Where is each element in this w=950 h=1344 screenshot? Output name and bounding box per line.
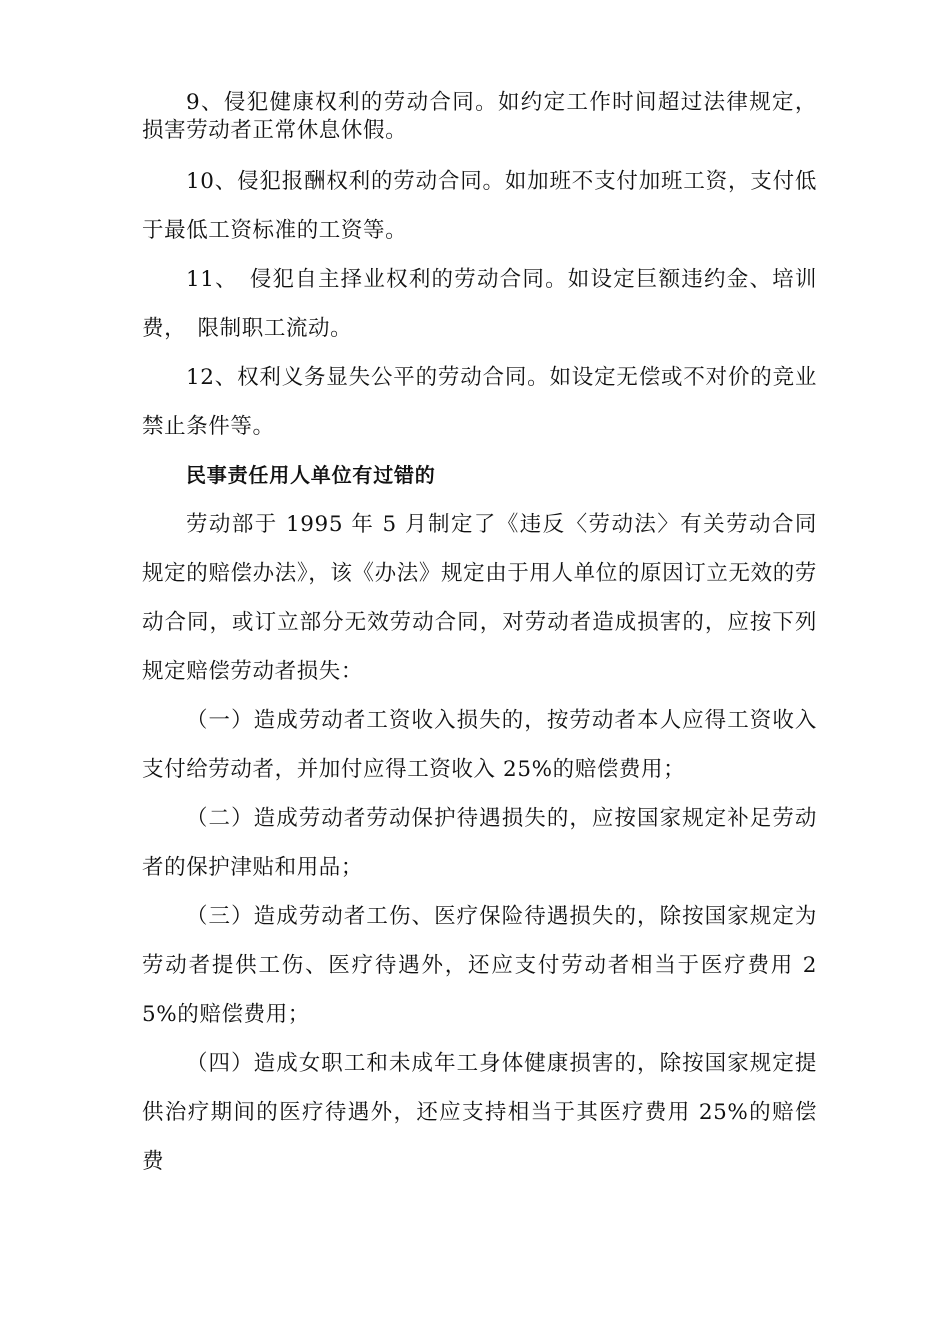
document-body bbox=[142, 80, 817, 1186]
paragraph-clause-2: （二）造成劳动者劳动保护待遇损失的，应按国家规定补足劳动者的保护津贴和用品； bbox=[142, 806, 817, 880]
paragraph-item-12: 12、权利义务显失公平的劳动合同。如设定无偿或不对价的竞业禁止条件等。 bbox=[142, 365, 817, 439]
paragraph-clause-1: （一）造成劳动者工资收入损失的，按劳动者本人应得工资收入支付给劳动者，并加付应得工资收入 25%的赔偿费用； bbox=[142, 708, 817, 782]
paragraph-item-9: 9、侵犯健康权利的劳动合同。如约定工作时间超过法律规定，损害劳动者正常休息休假。 bbox=[142, 90, 817, 143]
paragraph-clause-4: （四）造成女职工和未成年工身体健康损害的，除按国家规定提供治疗期间的医疗待遇外，还应支持相当于其医疗费用 25%的赔偿费 bbox=[142, 1051, 817, 1174]
section-heading: 民事责任用人单位有过错的 bbox=[186, 463, 436, 487]
paragraph-clause-3: （三）造成劳动者工伤、医疗保险待遇损失的，除按国家规定为劳动者提供工伤、医疗待遇外，还应支付劳动者相当于医疗费用 25%的赔偿费用； bbox=[142, 904, 817, 1027]
paragraph-intro: 劳动部于 1995 年 5 月制定了《违反〈劳动法〉有关劳动合同规定的赔偿办法》，该《办法》规定由于用人单位的原因订立无效的劳动合同，或订立部分无效劳动合同，对劳动者造成损害的，应按下列规定赔偿劳动者损失： bbox=[142, 512, 817, 684]
paragraph-item-11: 11、 侵犯自主择业权利的劳动合同。如设定巨额违约金、培训费， 限制职工流动。 bbox=[142, 267, 817, 341]
paragraph-item-10: 10、侵犯报酬权利的劳动合同。如加班不支付加班工资，支付低于最低工资标准的工资等。 bbox=[142, 169, 817, 243]
